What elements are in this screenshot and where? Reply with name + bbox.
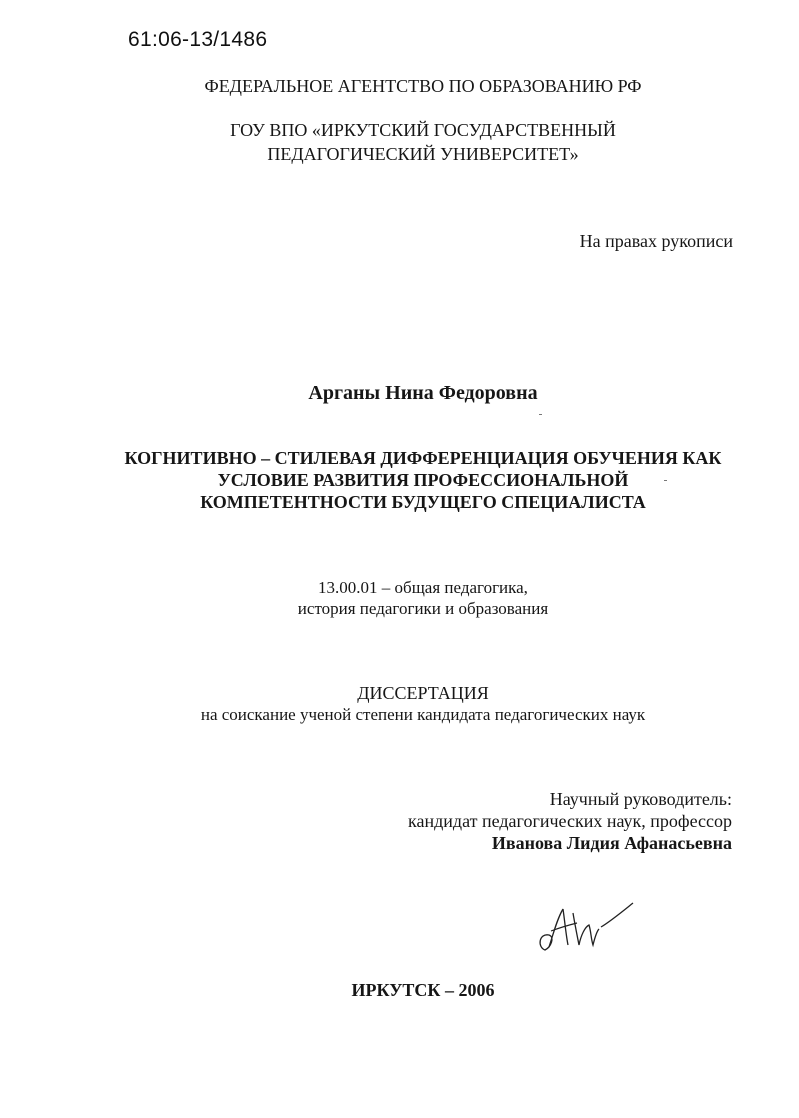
archive-code: 61:06-13/1486: [128, 28, 268, 51]
specialty-line-1: 13.00.01 – общая педагогика,: [318, 578, 528, 597]
agency-name: ФЕДЕРАЛЬНОЕ АГЕНТСТВО ПО ОБРАЗОВАНИЮ РФ: [204, 76, 642, 96]
dissertation-heading: ДИССЕРТАЦИЯ: [357, 683, 489, 703]
title-line-2: УСЛОВИЕ РАЗВИТИЯ ПРОФЕССИОНАЛЬНОЙ: [217, 470, 629, 490]
author-name: Арганы Нина Федоровна: [308, 382, 538, 404]
scan-speck: [539, 414, 542, 415]
advisor-name: Иванова Лидия Афанасьевна: [491, 833, 732, 853]
title-line-1: КОГНИТИВНО – СТИЛЕВАЯ ДИФФЕРЕНЦИАЦИЯ ОБУЧЕНИЯ КАК: [124, 448, 722, 468]
university-line-2: ПЕДАГОГИЧЕСКИЙ УНИВЕРСИТЕТ»: [267, 144, 579, 164]
city-year: ИРКУТСК – 2006: [351, 980, 495, 1000]
advisor-degree: кандидат педагогических наук, профессор: [408, 811, 732, 831]
title-line-3: КОМПЕТЕНТНОСТИ БУДУЩЕГО СПЕЦИАЛИСТА: [200, 492, 646, 512]
specialty-line-2: история педагогики и образования: [297, 599, 549, 618]
rights-note: На правах рукописи: [579, 231, 733, 251]
advisor-role: Научный руководитель:: [549, 789, 732, 809]
handwritten-signature: [535, 895, 635, 955]
dissertation-purpose: на соискание ученой степени кандидата педагогических наук: [200, 705, 646, 724]
university-line-1: ГОУ ВПО «ИРКУТСКИЙ ГОСУДАРСТВЕННЫЙ: [230, 120, 616, 140]
